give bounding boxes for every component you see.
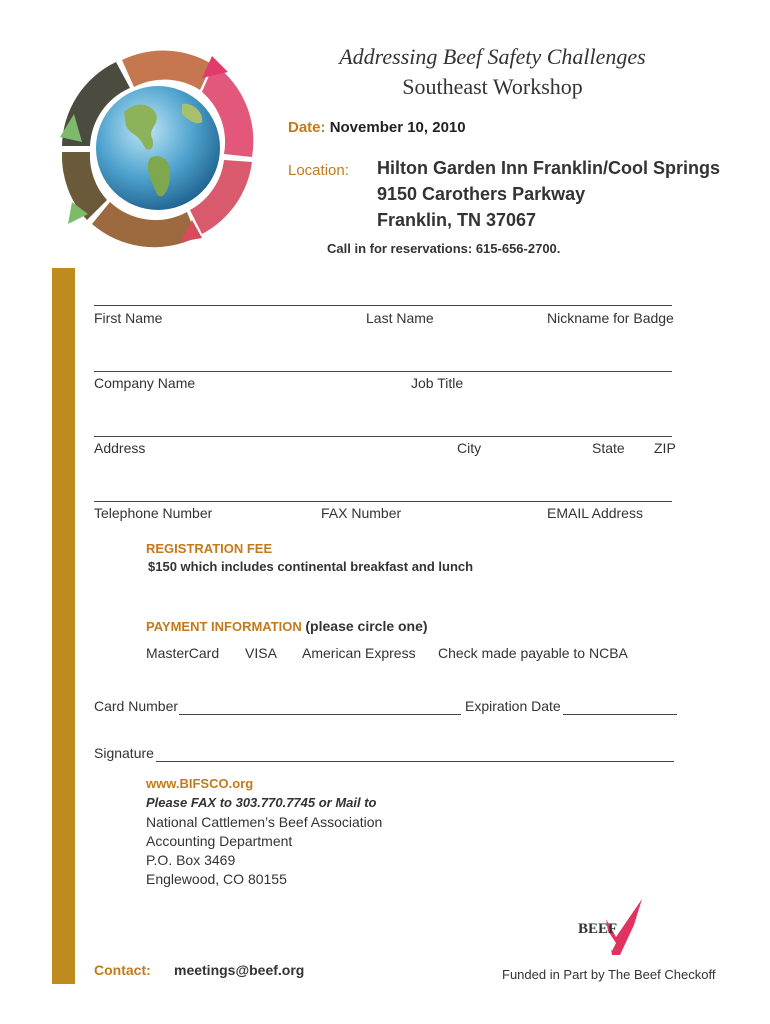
- last-name-label: Last Name: [366, 310, 434, 326]
- page-subtitle: Southeast Workshop: [402, 74, 583, 99]
- beef-checkoff-logo: [576, 897, 646, 959]
- payment-option-amex[interactable]: American Express: [302, 645, 416, 661]
- mail-department: Accounting Department: [146, 833, 293, 849]
- payment-option-mastercard[interactable]: MasterCard: [146, 645, 220, 661]
- city-label: City: [457, 440, 482, 456]
- badge-nickname-label: Nickname for Badge: [547, 310, 674, 326]
- company-line[interactable]: [94, 371, 672, 372]
- payment-option-visa[interactable]: VISA: [245, 645, 277, 661]
- payment-heading: PAYMENT INFORMATION: [146, 619, 302, 634]
- mail-po-box: P.O. Box 3469: [146, 852, 236, 868]
- registration-heading: REGISTRATION FEE: [146, 541, 273, 556]
- name-line[interactable]: [94, 305, 672, 306]
- payment-note: (please circle one): [305, 618, 428, 634]
- reservations-info: Call in for reservations: 615-656-2700.: [327, 241, 561, 256]
- signature-field[interactable]: [156, 747, 674, 762]
- zip-label: ZIP: [654, 440, 676, 456]
- contact-email[interactable]: meetings@beef.org: [174, 962, 305, 978]
- address-line[interactable]: [94, 436, 672, 437]
- payment-option-check[interactable]: Check made payable to NCBA: [438, 645, 628, 661]
- date-label: Date:: [288, 119, 326, 136]
- address-label: Address: [94, 440, 146, 456]
- globe-logo: [52, 42, 262, 252]
- email-label: EMAIL Address: [547, 505, 643, 521]
- fax-instruction: Please FAX to 303.770.7745 or Mail to: [146, 795, 377, 810]
- beef-logo-text: BEEF: [578, 921, 618, 937]
- date-value: November 10, 2010: [329, 119, 466, 136]
- fax-label: FAX Number: [321, 505, 402, 521]
- location-street: 9150 Carothers Parkway: [377, 184, 586, 204]
- telephone-label: Telephone Number: [94, 505, 213, 521]
- card-number-field[interactable]: [179, 700, 461, 715]
- signature-label: Signature: [94, 745, 154, 761]
- expiration-label: Expiration Date: [465, 698, 561, 714]
- page-title: Addressing Beef Safety Challenges: [339, 44, 646, 69]
- job-title-label: Job Title: [411, 375, 464, 391]
- location-venue: Hilton Garden Inn Franklin/Cool Springs: [377, 158, 721, 178]
- card-number-label: Card Number: [94, 698, 179, 714]
- registration-fee-text: $150 which includes continental breakfast and lunch: [148, 559, 474, 574]
- website-link[interactable]: www.BIFSCO.org: [146, 776, 254, 791]
- state-label: State: [592, 440, 625, 456]
- funded-by-text: Funded in Part by The Beef Checkoff: [502, 967, 716, 982]
- event-date: [288, 119, 466, 136]
- expiration-field[interactable]: [563, 700, 677, 715]
- location-city: Franklin, TN 37067: [377, 210, 537, 230]
- first-name-label: First Name: [94, 310, 163, 326]
- mail-city: Englewood, CO 80155: [146, 871, 287, 887]
- sidebar-accent-bar: [52, 268, 75, 984]
- contact-line[interactable]: [94, 501, 672, 502]
- mail-org: National Cattlemen’s Beef Association: [146, 814, 383, 830]
- location-label: Location:: [288, 162, 349, 179]
- contact-label: Contact:: [94, 962, 151, 978]
- company-name-label: Company Name: [94, 375, 196, 391]
- payment-heading-row: [146, 618, 428, 634]
